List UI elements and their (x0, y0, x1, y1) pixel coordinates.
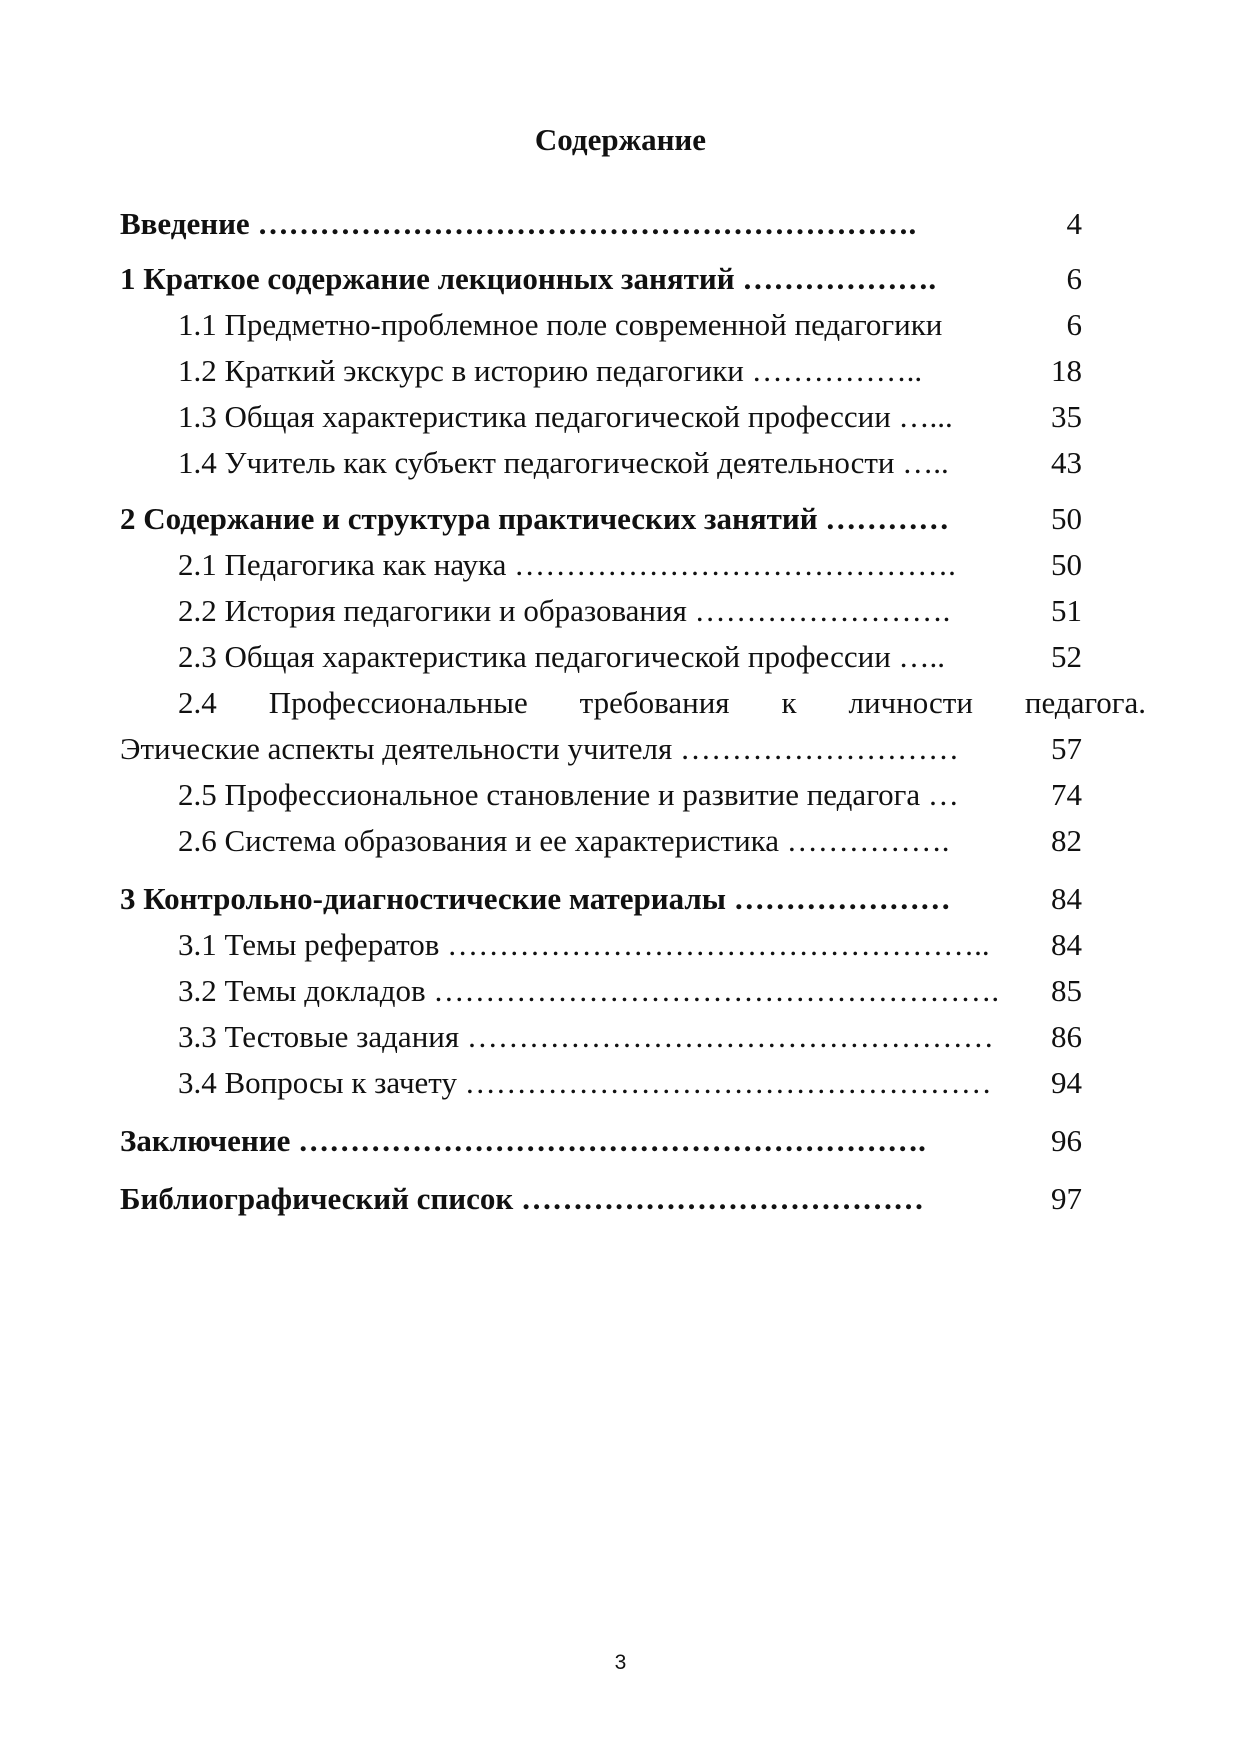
toc-entry-1-4[interactable] (120, 440, 1082, 486)
toc-entry-title: 3.2 Темы докладов ………………………………………………. (178, 973, 1000, 1008)
toc-entry-title: 2.3 Общая характеристика педагогической профессии ….. (178, 639, 946, 674)
toc-entry-page: 84 (1051, 927, 1082, 962)
toc-entry-page: 51 (1051, 593, 1082, 628)
toc-entry-page: 57 (1051, 731, 1082, 766)
toc-entry-page: 97 (1051, 1181, 1082, 1216)
toc-entry-title: 3.4 Вопросы к зачету …………………………………………… (178, 1065, 992, 1100)
toc-entry-3-1[interactable] (120, 922, 1082, 968)
toc-entry-title: 1.2 Краткий экскурс в историю педагогики …………….. (178, 353, 923, 388)
toc-entry-2-2[interactable] (120, 588, 1082, 634)
toc-entry-title: 3.1 Темы рефератов …………………………………………….. (178, 927, 990, 962)
toc-entry-title: 2.5 Профессиональное становление и развитие педагога … (178, 777, 959, 812)
toc-entry-title: 2.6 Система образования и ее характеристика ……………. (178, 823, 950, 858)
toc-entry-title: Введение ………………………………………………………. (120, 206, 917, 241)
toc-entry-title: Заключение ……………………………………………………. (120, 1123, 926, 1158)
page-title: Содержание (534, 122, 707, 157)
toc-entry-title: 1.1 Предметно-проблемное поле современной педагогики (178, 307, 943, 342)
toc-entry-1-2[interactable] (120, 348, 1082, 394)
toc-entry-3-3[interactable] (120, 1014, 1082, 1060)
toc-entry-page: 96 (1051, 1123, 1082, 1158)
toc-entry-title: Библиографический список ………………………………… (120, 1181, 925, 1216)
toc-entry-page: 6 (1066, 307, 1082, 342)
toc-entry-2-6[interactable] (120, 818, 1082, 864)
toc-entry-page: 74 (1051, 777, 1082, 812)
toc-entry-title: Этические аспекты деятельности учителя ……………………… (120, 731, 959, 766)
toc-entry-page: 52 (1051, 639, 1082, 674)
toc-entry-page: 43 (1051, 445, 1082, 480)
toc-entry-2-3[interactable] (120, 634, 1082, 680)
toc-entry-title: 3.3 Тестовые задания …………………………………………… (178, 1019, 994, 1054)
toc-entry-2-4-continued[interactable] (120, 726, 1082, 772)
toc-entry-page: 35 (1051, 399, 1082, 434)
toc-entry-page: 85 (1051, 973, 1082, 1008)
toc-entry-bibliography[interactable] (120, 1176, 1082, 1222)
toc-entry-title: 2.4 Профессиональные требования к личности педагога. (178, 685, 1146, 720)
toc-entry-page: 6 (1066, 261, 1082, 296)
toc-entry-2-4[interactable] (120, 680, 1146, 726)
toc-entry-title: 1.3 Общая характеристика педагогической профессии …... (178, 399, 953, 434)
toc-entry-page: 50 (1051, 547, 1082, 582)
toc-entry-title: 2.1 Педагогика как наука ……………………………………. (178, 547, 956, 582)
toc-entry-2-1[interactable] (120, 542, 1082, 588)
toc-entry-chapter-3[interactable] (120, 876, 1082, 922)
toc-entry-title: 2 Содержание и структура практических занятий ………… (120, 501, 950, 536)
toc-entry-introduction[interactable] (120, 201, 1082, 247)
toc-entry-page: 82 (1051, 823, 1082, 858)
page-number: 3 (614, 1651, 627, 1674)
toc-entry-page: 50 (1051, 501, 1082, 536)
toc-entry-title: 2.2 История педагогики и образования ……………………. (178, 593, 951, 628)
toc-entry-title: 1 Краткое содержание лекционных занятий ………………. (120, 261, 937, 296)
toc-entry-page: 18 (1051, 353, 1082, 388)
toc-entry-1-3[interactable] (120, 394, 1082, 440)
toc-entry-conclusion[interactable] (120, 1118, 1082, 1164)
toc-entry-2-5[interactable] (120, 772, 1082, 818)
toc-entry-page: 86 (1051, 1019, 1082, 1054)
toc-entry-page: 4 (1066, 206, 1082, 241)
toc-entry-title: 1.4 Учитель как субъект педагогической деятельности ….. (178, 445, 949, 480)
toc-entry-chapter-2[interactable] (120, 496, 1082, 542)
toc-entry-3-4[interactable] (120, 1060, 1082, 1106)
toc-entry-title: 3 Контрольно-диагностические материалы ………………… (120, 881, 951, 916)
toc-entry-chapter-1[interactable] (120, 256, 1082, 302)
toc-entry-3-2[interactable] (120, 968, 1082, 1014)
toc-entry-page: 94 (1051, 1065, 1082, 1100)
toc-entry-1-1[interactable] (120, 302, 1082, 348)
toc-entry-page: 84 (1051, 881, 1082, 916)
